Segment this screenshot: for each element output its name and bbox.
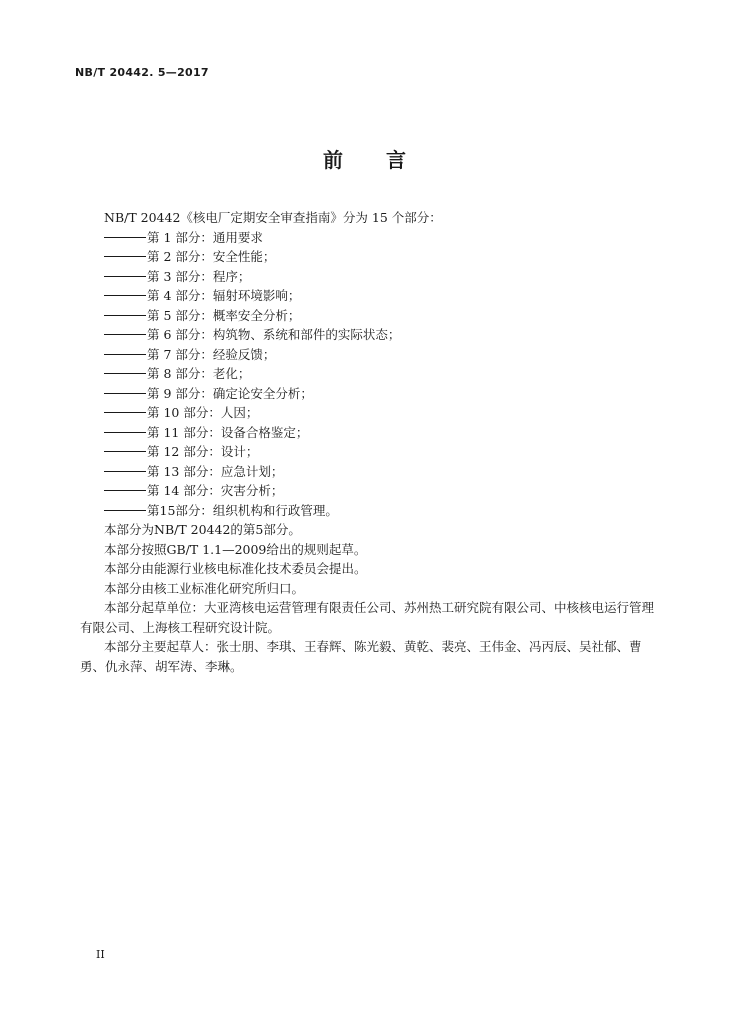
part-label: 第 2 部分：安全性能；	[147, 249, 276, 264]
part-label: 第 5 部分：概率安全分析；	[147, 307, 301, 323]
part-label: 第 13 部分：应急计划；	[147, 463, 284, 479]
part-label: 第 10 部分：人因；	[147, 405, 259, 420]
dash-rule	[104, 315, 146, 316]
dash-rule	[104, 393, 146, 394]
part-label: 第 14 部分：灾害分析；	[147, 483, 284, 498]
dash-rule	[104, 295, 146, 296]
part-list-item	[80, 384, 660, 404]
part-label: 第 12 部分：设计；	[147, 444, 259, 459]
statement-part-of: 本部分为NB/T 20442的第5部分。	[104, 522, 301, 537]
part-label: 第 7 部分：经验反馈；	[147, 346, 276, 362]
dash-rule	[104, 432, 146, 433]
intro-text: NB/T 20442《核电厂定期安全审查指南》分为 15 个部分：	[104, 210, 442, 225]
part-list-item	[80, 442, 660, 462]
part-list-item	[80, 501, 660, 521]
part-list-item	[80, 364, 660, 384]
statement-proposed-by: 本部分由能源行业核电标准化技术委员会提出。	[104, 561, 367, 576]
dash-rule	[104, 412, 146, 413]
part-list-item	[80, 286, 660, 306]
page-title: 前 言	[323, 148, 424, 172]
dash-rule	[104, 354, 146, 355]
part-list-item	[80, 267, 660, 287]
statement-drafting-units: 本部分起草单位：大亚湾核电运营管理有限责任公司、苏州热工研究院有限公司、中核核电运行管理有限公司、上海核工程研究设计院。	[80, 600, 655, 635]
part-list-item	[80, 462, 660, 482]
statement-drafting-rules: 本部分按照GB/T 1.1—2009给出的规则起草。	[104, 541, 367, 557]
part-label: 第 6 部分：构筑物、系统和部件的实际状态；	[147, 327, 401, 342]
dash-rule	[104, 373, 146, 374]
dash-rule	[104, 490, 146, 491]
part-list-item	[80, 325, 660, 345]
part-label: 第 4 部分：辐射环境影响；	[147, 288, 301, 303]
part-list-item	[80, 481, 660, 501]
foreword-body	[80, 208, 660, 676]
parts-list	[80, 228, 660, 521]
part-label: 第15部分：组织机构和行政管理。	[147, 502, 338, 518]
page-number: II	[96, 948, 105, 961]
part-list-item	[80, 345, 660, 365]
part-list-item	[80, 423, 660, 443]
part-list-item	[80, 247, 660, 267]
part-list-item	[80, 306, 660, 326]
dash-rule	[104, 471, 146, 472]
part-label: 第 9 部分：确定论安全分析；	[147, 385, 313, 401]
statement-managed-by: 本部分由核工业标准化研究所归口。	[104, 580, 305, 596]
dash-rule	[104, 510, 146, 511]
part-list-item	[80, 403, 660, 423]
part-label: 第 1 部分：通用要求	[147, 229, 263, 245]
dash-rule	[104, 237, 146, 238]
part-label: 第 3 部分：程序；	[147, 268, 251, 284]
dash-rule	[104, 451, 146, 452]
standard-code: NB/T 20442. 5—2017	[75, 66, 209, 79]
dash-rule	[104, 334, 146, 335]
part-label: 第 11 部分：设备合格鉴定；	[147, 424, 309, 440]
dash-rule	[104, 256, 146, 257]
part-label: 第 8 部分：老化；	[147, 366, 251, 381]
part-list-item	[80, 228, 660, 248]
dash-rule	[104, 276, 146, 277]
statement-drafters: 本部分主要起草人：张士朋、李琪、王春辉、陈光毅、黄乾、裴亮、王伟金、冯丙辰、吴社郁、曹勇、仇永萍、胡军涛、李琳。	[80, 639, 642, 674]
